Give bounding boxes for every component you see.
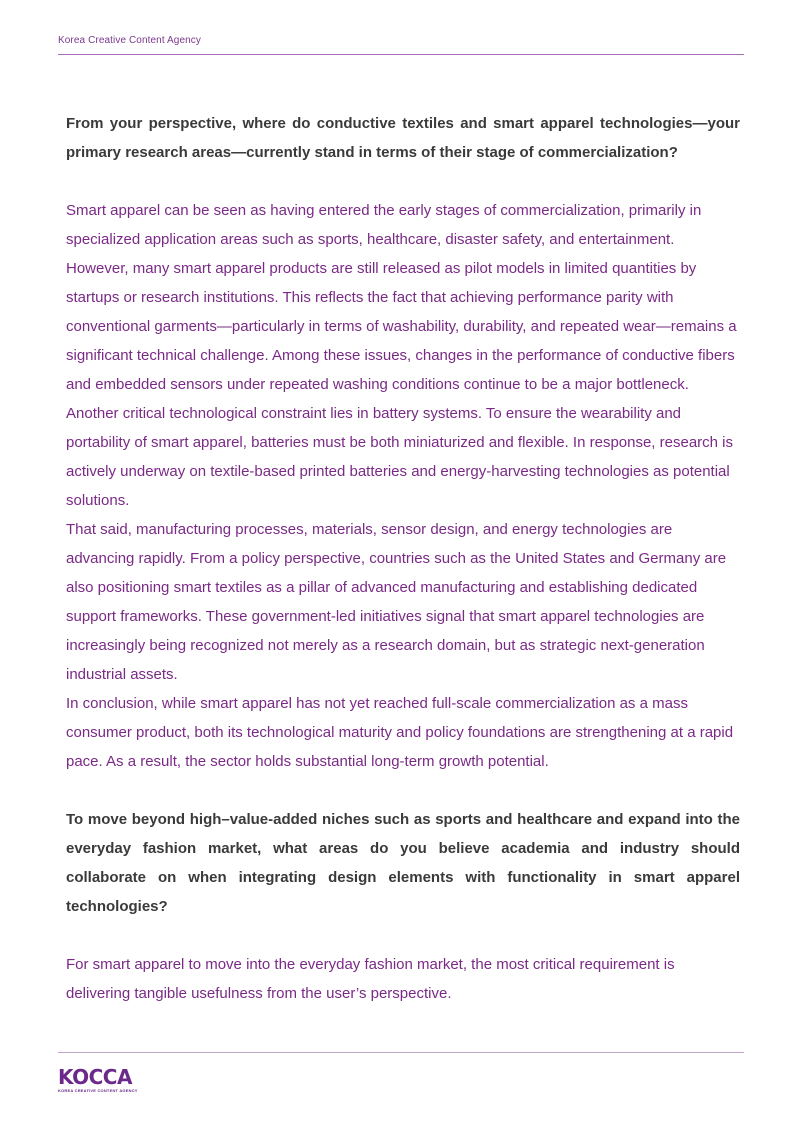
question-1: From your perspective, where do conductive textiles and smart apparel technologies—your primary research areas—currently stand in terms of their stage of commercialization? [66,115,740,161]
answer-1-paragraph-2: Another critical technological constraint lies in battery systems. To ensure the wearability and portability of smart apparel, batteries must be both miniaturized and flexible. In response, research is actively underway on textile-based printed batteries and energy-harvesting technologies as potential solutions. [66,405,734,509]
answer-2-paragraph-1: For smart apparel to move into the everyday fashion market, the most critical requirement is delivering tangible usefulness from the user’s perspective. [66,956,675,1002]
answer-1-paragraph-1: Smart apparel can be seen as having entered the early stages of commercialization, primarily in specialized application areas such as sports, healthcare, disaster safety, and entertainment. However, many smart apparel products are still released as pilot models in limited quantities by startups or research institutions. This reflects the fact that achieving performance parity with conventional garments—particularly in terms of washability, durability, and repeated wear—remains a significant technical challenge. Among these issues, changes in the performance of conductive fibers and embedded sensors under repeated washing conditions continue to be a major bottleneck. [66,202,737,393]
interview-content [66,109,740,1008]
footer-divider [58,1052,744,1053]
answer-1 [66,196,740,776]
logo-subtitle: KOREA CREATIVE CONTENT AGENCY [58,1088,138,1093]
header-title: Korea Creative Content Agency [58,35,201,46]
answer-1-paragraph-4: In conclusion, while smart apparel has not yet reached full-scale commercialization as a mass consumer product, both its technological maturity and policy foundations are strengthening at a rapid pace. As a result, the sector holds substantial long-term growth potential. [66,695,734,770]
answer-1-paragraph-3: That said, manufacturing processes, materials, sensor design, and energy technologies are advancing rapidly. From a policy perspective, countries such as the United States and Germany are also positioning smart textiles as a pillar of advanced manufacturing and establishing dedicated support frameworks. These government-led initiatives signal that smart apparel technologies are increasingly being recognized not merely as a research domain, but as strategic next-generation industrial assets. [66,521,727,683]
kocca-logo [58,1066,148,1098]
answer-2 [66,950,740,1008]
header-divider [58,54,744,55]
question-2: To move beyond high–value-added niches such as sports and healthcare and expand into the everyday fashion market, what areas do you believe academia and industry should collaborate on when integrating design elements with functionality in smart apparel technologies? [66,811,740,915]
logo-wordmark: KOCCA [58,1065,132,1089]
